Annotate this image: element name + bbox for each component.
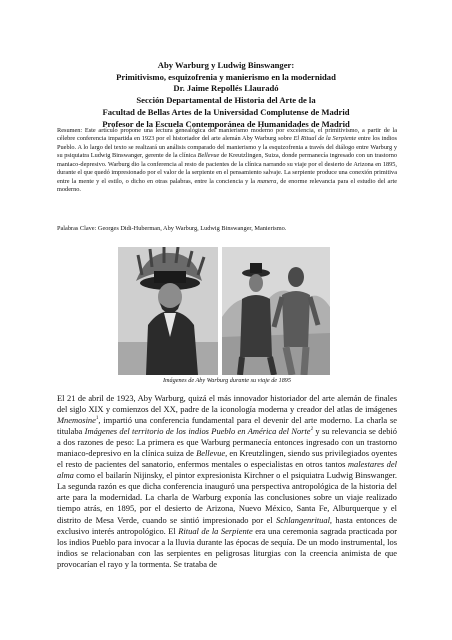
paper-header <box>40 60 412 130</box>
abstract-text: entre los indios Pueblo. A lo largo del texto se realizará un análisis comparado del manierismo y la esquizofrenia a través del diálogo entre Warburg y su psiquiatra Ludwig Binswanger, gerente de la clínica <box>57 135 398 160</box>
body-malestares: malestares del alma <box>57 459 397 481</box>
affiliation-line-2: Facultad de Bellas Artes de la Universidad Complutense de Madrid <box>102 106 350 117</box>
body-text <box>57 393 397 570</box>
affiliation-line-1: Sección Departamental de Historia del Arte de la <box>136 95 316 106</box>
body-ritual: Ritual de la Serpiente <box>178 525 253 536</box>
body-bellevue: Bellevue <box>196 448 226 459</box>
abstract-manera: manera <box>257 177 277 185</box>
body-text-run: y su relevancia se debió a dos razones de peso: La primera es que Warburg permanecía entonces ingresado con un trastorno maniaco-depresivo en la clínica suiza de <box>57 426 398 459</box>
body-mnemosine: Mnemosine <box>57 415 96 426</box>
abstract <box>57 127 397 195</box>
abstract-label: Resumen: <box>57 127 83 134</box>
author-name: Dr. Jaime Repollés Llauradó <box>173 83 279 94</box>
body-text-run: El 21 de abril de 1923, Aby Warburg, quizá el más innovador historiador del arte alemán de finales del siglo XIX y comienzos del XX, padre de la iconología moderna y creador del atlas de imágenes <box>57 393 397 415</box>
abstract-text: de Kreutzlingen, Suiza, donde permanecía ingresado con un trastorno maniaco-depresivo. Warburg dio la conferencia al resto de pacientes de la clínica narrando su viaje por el desierto de Arizona en 1895, durante el que quedó impresionado por el valor de la serpiente en el pensamiento salvaje. La serpiente produce una conexión primitiva entre la mente y el estilo, o dicho en otras palabras, entre la conciencia y la <box>57 152 397 185</box>
abstract-text: Este artículo propone una lectura genealógica del manierismo moderno por excelencia, el primitivismo, a partir de la célebre conferencia impartida en 1923 por el historiador del arte alemán Aby Warburg sobre <box>57 127 397 143</box>
figure-caption: Imágenes de Aby Warburg durante su viaje de 1895 <box>163 377 291 384</box>
body-text-run: , hasta entonces de exclusivo interés antropológico. El <box>57 514 397 536</box>
body-text-run: , impartió una conferencia fundamental para el devenir del arte moderno. La charla se titulaba <box>57 415 397 437</box>
body-paragraph <box>57 393 397 570</box>
body-text-run: era una ceremonia sagrada practicada por los indios Pueblo para invocar a la lluvia durante las épocas de sequía. De un modo instrumental, los indios se relacionaban con las serpientes en peligrosas liturgias con la creencia animista de que provocarían el rayo y la tormenta. Se trataba de <box>57 525 397 569</box>
abstract-paragraph <box>57 127 397 195</box>
body-text-run: , en Kreutzlingen, siendo sus privilegiados oyentes el resto de pacientes del sanatorio, enfermos mentales o especialistas en otros tantos <box>57 448 398 470</box>
body-schlangenritual: Schlangenritual <box>276 514 330 525</box>
paper-title: Aby Warburg y Ludwig Binswanger: <box>157 60 295 70</box>
body-lecture-title: Imágenes del territorio de los indios Pueblo en América del Norte <box>84 426 311 437</box>
affiliation-line-3: Profesor de la Escuela Contemporánea de Humanidades de Madrid <box>102 118 350 129</box>
abstract-text: , de enorme relevancia para el estudio del arte moderno. <box>57 177 397 194</box>
footnote-ref[interactable]: 2 <box>310 427 314 433</box>
keywords: Palabras Clave: Georges Didi-Huberman, Aby Warburg, Ludwig Binswanger, Manierismo. <box>57 225 287 232</box>
photo-warburg-portrait <box>118 247 218 375</box>
abstract-ritual-title: El Ritual de la Serpiente <box>293 135 357 143</box>
photo-warburg-with-native <box>222 247 330 375</box>
paper-subtitle: Primitivismo, esquizofrenia y manierismo en la modernidad <box>116 71 336 82</box>
body-text-run: como el bailarín Nijinsky, el pintor expresionista Kirchner o el psiquiatra Ludwig Binswanger. La segunda razón es que dicha conferencia inauguró una perspectiva antropológica de la historia del arte para la modernidad. La charla de Warburg exponía las conclusiones sobre un viaje realizado tiempo atrás, en 1895, por el desierto de Arizona, Nuevo México, Santa Fe, Alburquerque y el distrito de Mesa Verde, cuando se sintió impresionado por el <box>57 470 397 525</box>
abstract-bellevue: Bellevue <box>197 152 220 160</box>
footnote-ref[interactable]: 1 <box>95 416 99 422</box>
